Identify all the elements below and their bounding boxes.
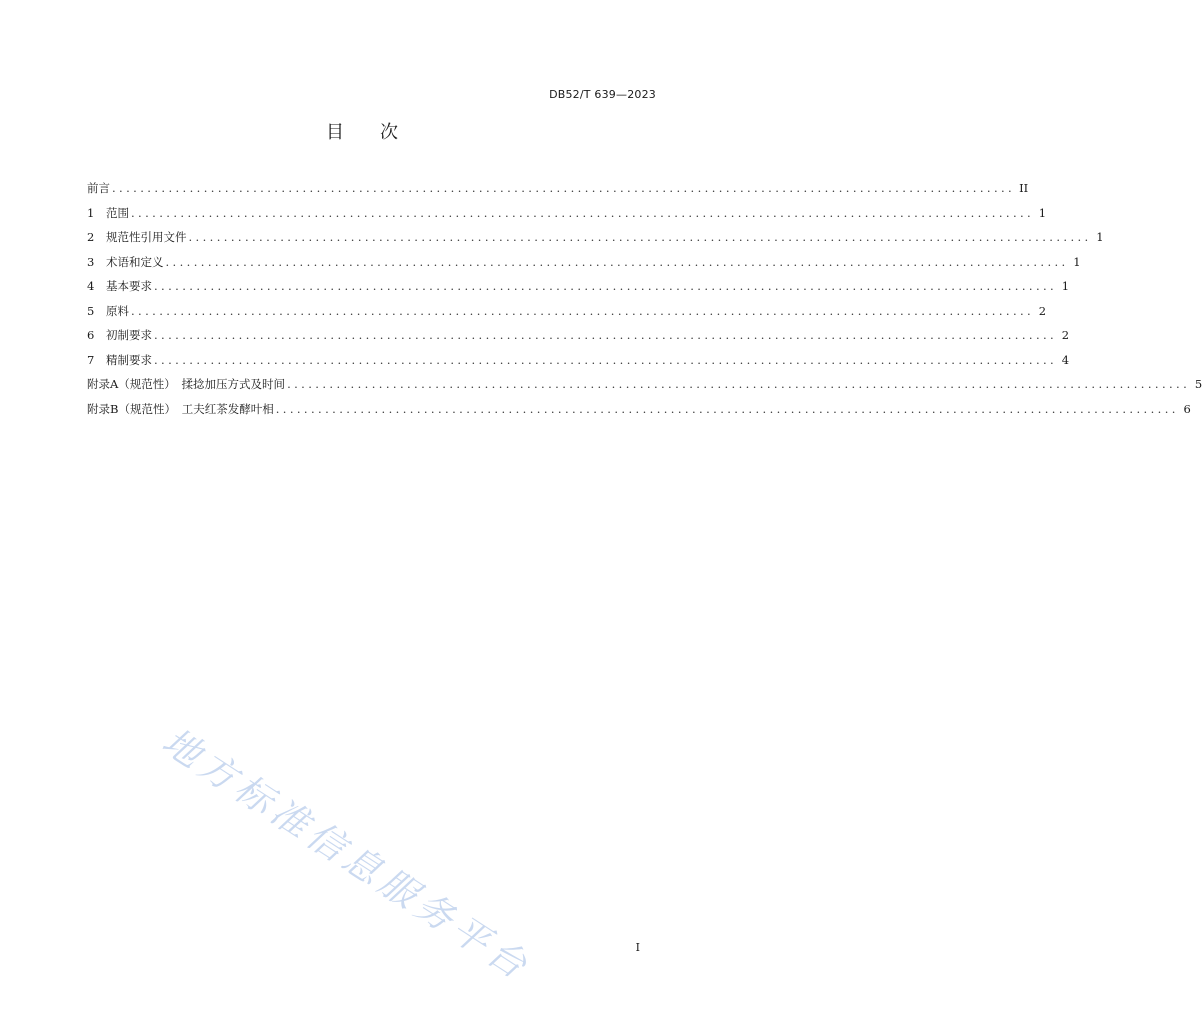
toc-entry-normative-references[interactable] xyxy=(87,229,1104,254)
toc-entry-page: 5 xyxy=(1194,377,1202,391)
toc-entry-foreword[interactable] xyxy=(87,180,1029,205)
table-of-contents xyxy=(87,180,1202,425)
toc-leader-dots: ................................................................................................................................ xyxy=(131,303,1035,318)
toc-entry-number: 1 xyxy=(87,205,95,220)
toc-entry-number: 5 xyxy=(87,303,95,318)
toc-entry-label: 基本要求 xyxy=(106,279,152,293)
toc-entry-label: 前言 xyxy=(87,181,110,195)
toc-leader-dots: ................................................................................................................................ xyxy=(131,205,1035,220)
toc-entry-page: 1 xyxy=(1038,205,1047,220)
toc-entry-label: 精制要求 xyxy=(106,352,152,367)
toc-leader-dots: ................................................................................................................................ xyxy=(154,352,1058,367)
toc-leader-dots: ................................................................................................................................ xyxy=(154,328,1058,342)
toc-entry-number: 2 xyxy=(87,230,95,244)
toc-entry-scope[interactable] xyxy=(87,205,1047,230)
toc-entry-terms-definitions[interactable] xyxy=(87,254,1081,279)
toc-entry-label: 术语和定义 xyxy=(106,254,164,269)
toc-entry-refining[interactable] xyxy=(87,352,1070,377)
standard-code: DB52/T 639—2023 xyxy=(549,88,656,101)
toc-entry-label: 范围 xyxy=(106,205,129,220)
page-title: 目 次 xyxy=(326,122,398,143)
toc-entry-number: 4 xyxy=(87,279,95,293)
toc-entry-number: 3 xyxy=(87,254,95,269)
toc-entry-number: 7 xyxy=(87,352,95,367)
toc-leader-dots: ................................................................................................................................ xyxy=(188,230,1092,244)
toc-entry-page: 1 xyxy=(1073,254,1081,269)
toc-entry-page: 2 xyxy=(1061,328,1070,342)
toc-entry-label: 初制要求 xyxy=(106,328,152,342)
toc-entry-raw-materials[interactable] xyxy=(87,303,1047,328)
toc-entry-appendix-b[interactable] xyxy=(87,401,1191,426)
toc-entry-label: 附录A（规范性） 揉捻加压方式及时间 xyxy=(87,377,286,391)
toc-entry-page: 4 xyxy=(1061,352,1070,367)
toc-entry-number: 6 xyxy=(87,328,95,342)
watermark: 地方标准信息服务平台 xyxy=(154,719,539,990)
page-number: I xyxy=(635,941,640,954)
toc-leader-dots: ................................................................................................................................ xyxy=(112,181,1016,195)
toc-leader-dots: ................................................................................................................................ xyxy=(154,279,1058,293)
toc-entry-label: 附录B（规范性） 工夫红茶发酵叶相 xyxy=(87,401,274,416)
toc-entry-label: 原料 xyxy=(106,303,129,318)
toc-leader-dots: ................................................................................................................................ xyxy=(165,254,1069,269)
toc-entry-page: 1 xyxy=(1061,279,1070,293)
toc-entry-page: II xyxy=(1019,181,1029,195)
toc-entry-page: 2 xyxy=(1038,303,1047,318)
toc-entry-primary-processing[interactable] xyxy=(87,327,1070,352)
toc-entry-page: 6 xyxy=(1183,401,1191,416)
toc-entry-label: 规范性引用文件 xyxy=(106,230,187,244)
toc-leader-dots: ................................................................................................................................ xyxy=(275,401,1179,416)
toc-entry-appendix-a[interactable] xyxy=(87,376,1202,401)
toc-entry-basic-requirements[interactable] xyxy=(87,278,1070,303)
toc-entry-page: 1 xyxy=(1096,230,1104,244)
toc-leader-dots: ................................................................................................................................ xyxy=(287,377,1191,391)
